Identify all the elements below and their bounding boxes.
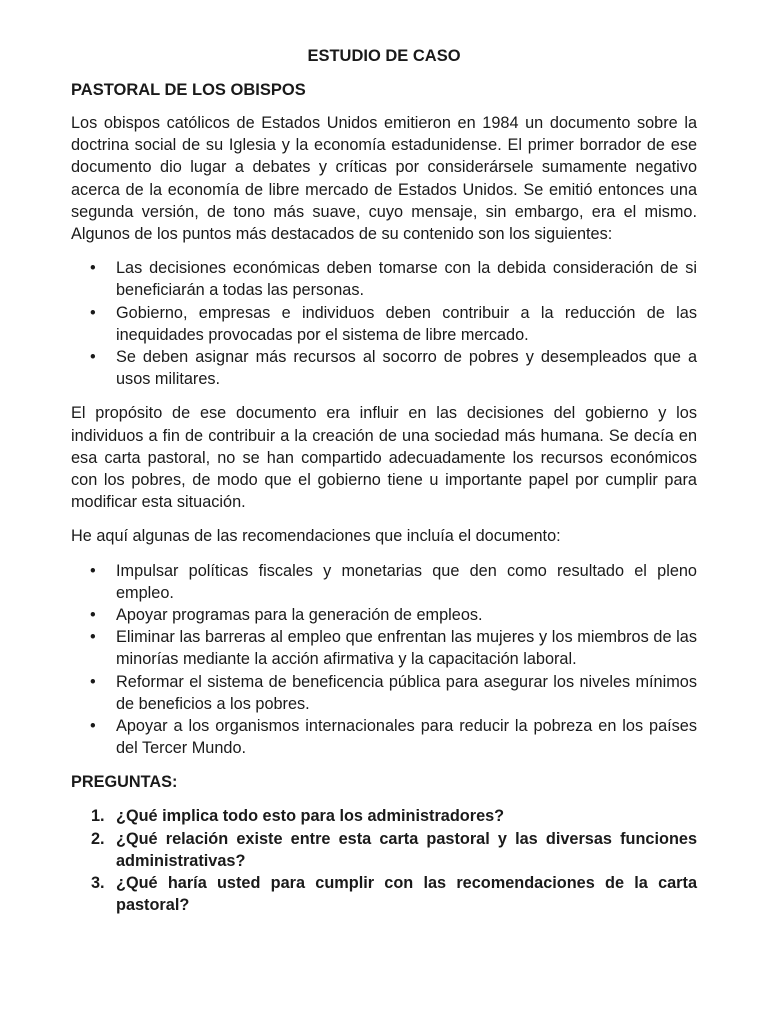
question-item bbox=[71, 828, 697, 872]
bullet-icon: • bbox=[90, 628, 96, 647]
list-item-text: Se deben asignar más recursos al socorro de pobres y desempleados que a usos militares. bbox=[116, 348, 697, 389]
question-text: ¿Qué relación existe entre esta carta pastoral y las diversas funciones administrativas? bbox=[116, 829, 697, 870]
document-title: ESTUDIO DE CASO bbox=[307, 47, 461, 65]
list-item bbox=[71, 302, 697, 346]
question-number: 2. bbox=[91, 829, 105, 848]
question-text: ¿Qué implica todo esto para los administradores? bbox=[116, 807, 505, 826]
list-item-text: Apoyar programas para la generación de empleos. bbox=[116, 606, 483, 625]
question-item bbox=[71, 805, 697, 827]
list-item bbox=[71, 560, 697, 604]
bullet-icon: • bbox=[90, 606, 96, 625]
case-heading: PASTORAL DE LOS OBISPOS bbox=[71, 81, 306, 99]
question-number: 1. bbox=[91, 807, 105, 826]
question-item bbox=[71, 872, 697, 916]
list-item-text: Apoyar a los organismos internacionales para reducir la pobreza en los países del Tercer Mundo. bbox=[116, 717, 697, 758]
list-item bbox=[71, 715, 697, 759]
bullet-icon: • bbox=[90, 303, 96, 322]
list-item-text: Eliminar las barreras al empleo que enfrentan las mujeres y los miembros de las minorías mediante la acción afirmativa y la capacitación laboral. bbox=[116, 628, 697, 669]
bullet-icon: • bbox=[90, 717, 96, 736]
questions-heading: PREGUNTAS: bbox=[71, 773, 178, 792]
key-points-list bbox=[71, 257, 697, 390]
question-number: 3. bbox=[91, 874, 105, 893]
list-item-text: Gobierno, empresas e individuos deben contribuir a la reducción de las inequidades provocadas por el sistema de libre mercado. bbox=[116, 303, 697, 344]
questions-list bbox=[71, 805, 697, 916]
question-text: ¿Qué haría usted para cumplir con las recomendaciones de la carta pastoral? bbox=[116, 874, 697, 915]
list-item bbox=[71, 346, 697, 390]
recommendations-intro: He aquí algunas de las recomendaciones que incluía el documento: bbox=[71, 527, 561, 546]
list-item-text: Reformar el sistema de beneficencia pública para asegurar los niveles mínimos de beneficios a los pobres. bbox=[116, 672, 697, 713]
bullet-icon: • bbox=[90, 672, 96, 691]
intro-paragraph: Los obispos católicos de Estados Unidos emitieron en 1984 un documento sobre la doctrina social de su Iglesia y la economía estadunidense. El primer borrador de ese documento dio lugar a debates y críticas por considerársele sumamente negativo acerca de la economía de libre mercado de Estados Unidos. Se emitió entonces una segunda versión, de tono más suave, cuyo mensaje, sin embargo, era el mismo. Algunos de los puntos más destacados de su contenido son los siguientes: bbox=[71, 114, 697, 244]
list-item-text: Las decisiones económicas deben tomarse con la debida consideración de si beneficiarán a todas las personas. bbox=[116, 259, 697, 300]
list-item bbox=[71, 257, 697, 301]
list-item bbox=[71, 671, 697, 715]
bullet-icon: • bbox=[90, 259, 96, 278]
recommendations-list bbox=[71, 560, 697, 760]
purpose-paragraph: El propósito de ese documento era influir en las decisiones del gobierno y los individuos a fin de contribuir a la creación de una sociedad más humana. Se decía en esa carta pastoral, no se han compartido adecuadamente los recursos económicos con los pobres, de modo que el gobierno tiene u importante papel por cumplir para modificar esta situación. bbox=[71, 404, 697, 512]
list-item bbox=[71, 604, 697, 626]
list-item bbox=[71, 626, 697, 670]
bullet-icon: • bbox=[90, 348, 96, 367]
list-item-text: Impulsar políticas fiscales y monetarias que den como resultado el pleno empleo. bbox=[116, 561, 697, 602]
bullet-icon: • bbox=[90, 561, 96, 580]
